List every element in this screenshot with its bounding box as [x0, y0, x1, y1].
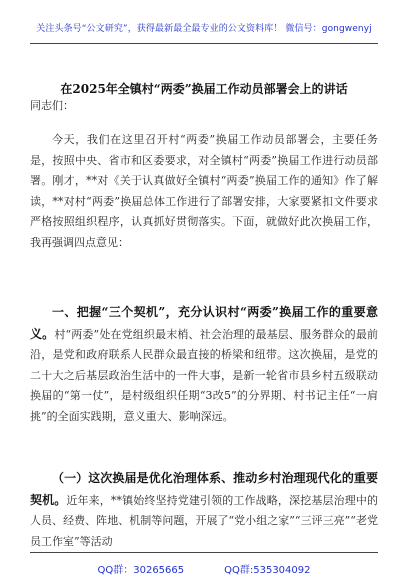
footer-qq-group-1: QQ群：30265665: [97, 565, 185, 576]
header-divider: [30, 43, 378, 44]
footer-qq-group-2: QQ群:535304092: [224, 565, 311, 576]
paragraph-subsection-1: [30, 468, 378, 552]
paragraph-intro: [30, 130, 378, 254]
footer-contact: [0, 561, 408, 576]
subsection-heading: （一）这次换届是优化治理体系、推动乡村治理现代化的重要契机。: [30, 471, 378, 507]
document-title: 在2025年全镇村“两委”换届工作动员部署会上的讲话: [60, 82, 348, 96]
header-note: 关注头条号“公文研究”，获得最新最全最专业的公文资料库！ 微信号：gongwenyj: [36, 24, 372, 34]
paragraph-section-1: [30, 302, 378, 428]
section-heading: 一、把握“三个契机”，充分认识村“两委”换届工作的重要意义。: [30, 305, 378, 341]
paragraph-text: 村“两委”处在党组织最末梢、社会治理的最基层、服务群众的最前沿，是党和政府联系人民群众最直接的桥梁和纽带。这次换届，是党的二十大之后基层政治生活中的一件大事，是新一轮省市县乡村五级联动换届的“第一仗”，是村级组织任期“3改5”的分界期、村书记主任“一肩挑”的全面实践期，意义重大、影响深远。: [30, 327, 378, 423]
paragraph-text: 今天，我们在这里召开村“两委”换届工作动员部署会，主要任务是，按照中央、省市和区委要求，对全镇村“两委”换届工作进行动员部署。刚才，**对《关于认真做好全镇村“两委”换届工作的通知》作了解读，**对村“两委”换届总体工作进行了部署安排，大家要紧扣文件要求严格按照组织程序，认真抓好贯彻落实。下面，就做好此次换届工作，我再强调四点意见：: [30, 133, 378, 249]
salutation: 同志们：: [30, 99, 74, 112]
footer-divider: [30, 552, 378, 553]
paragraph-text: 近年来，**镇始终坚持党建引领的工作战略，深挖基层治理中的人员、经费、阵地、机制等问题，开展了“党小组之家”“三评三亮”“老党员工作室”等活动: [30, 493, 378, 548]
